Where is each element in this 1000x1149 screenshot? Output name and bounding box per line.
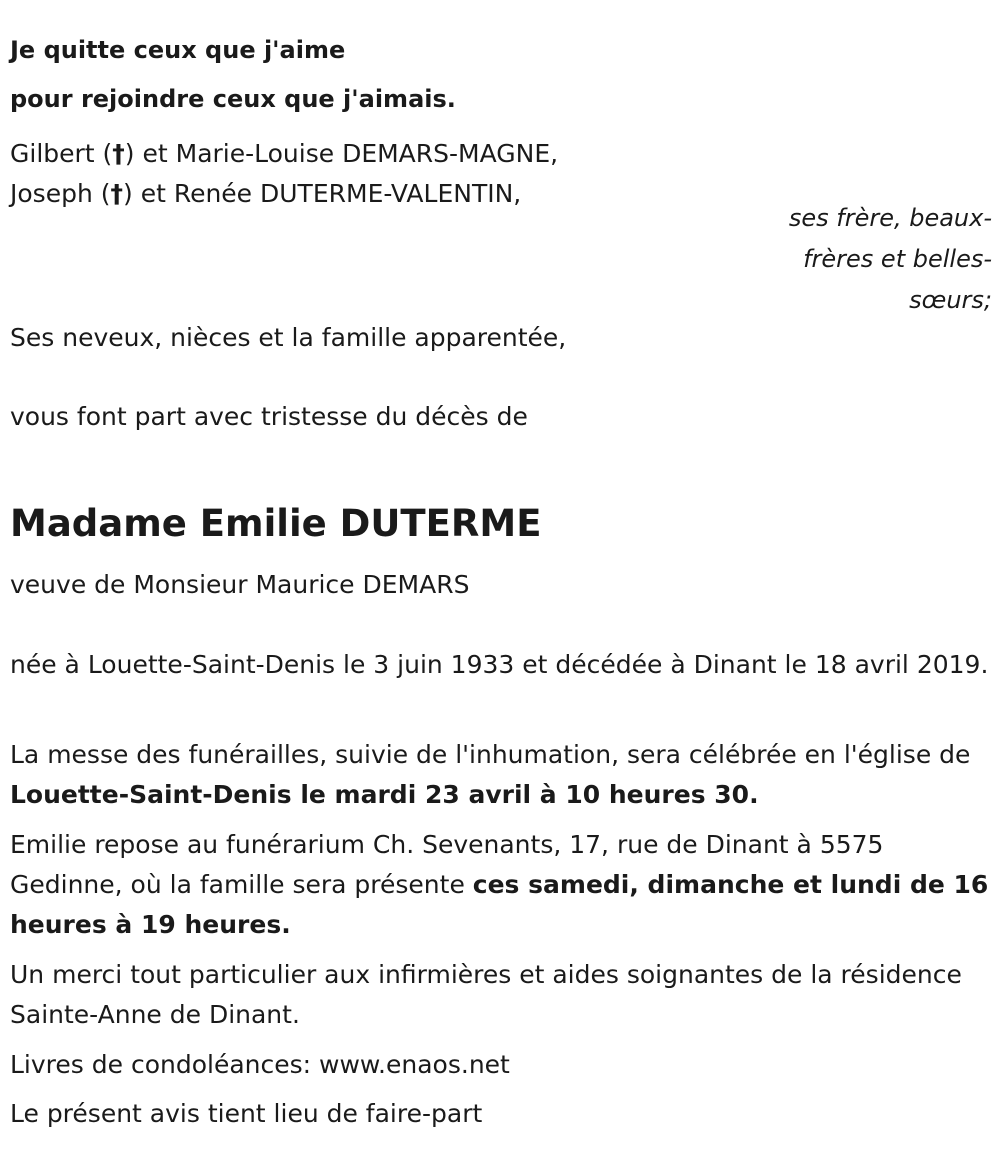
family-line-2-suffix: ) et Renée DUTERME-VALENTIN, bbox=[123, 179, 522, 208]
family-relation-line-1: ses frère, beaux- bbox=[788, 204, 992, 232]
funeral-home-text: Emilie repose au funérarium Ch. Sevenants, 17, rue de Dinant à 5575 Gedinne, où la famille sera présente bbox=[10, 830, 884, 899]
family-line-1-prefix: Gilbert ( bbox=[10, 139, 113, 168]
family-relation-line-2: frères et belles- bbox=[803, 245, 992, 273]
nephews-line: Ses neveux, nièces et la famille apparentée, bbox=[10, 323, 567, 352]
thanks-paragraph: Un merci tout particulier aux infirmières et aides soignantes de la résidence Sainte-Anne de Dinant. bbox=[10, 960, 962, 1029]
family-relation bbox=[762, 198, 992, 321]
family-line-2 bbox=[10, 174, 521, 214]
family-line-1-suffix: ) et Marie-Louise DEMARS-MAGNE, bbox=[124, 139, 559, 168]
announcement-line: vous font part avec tristesse du décès de bbox=[10, 402, 528, 431]
notice-line: Le présent avis tient lieu de faire-part bbox=[10, 1099, 483, 1128]
mass-paragraph bbox=[10, 735, 992, 815]
family-relation-line-3: sœurs; bbox=[909, 286, 992, 314]
mass-text: La messe des funérailles, suivie de l'inhumation, sera célébrée en l'église de bbox=[10, 740, 971, 769]
quote-line-2: pour rejoindre ceux que j'aimais. bbox=[10, 85, 456, 113]
funeral-home-paragraph bbox=[10, 825, 992, 945]
birth-death-paragraph: née à Louette-Saint-Denis le 3 juin 1933 et décédée à Dinant le 18 avril 2019. bbox=[10, 650, 989, 679]
visiting-hours: ces samedi, dimanche et lundi de 16 heures à 19 heures. bbox=[10, 870, 989, 939]
cross-icon: † bbox=[112, 139, 125, 168]
family-line-1 bbox=[10, 134, 558, 174]
condolences-line: Livres de condoléances: www.enaos.net bbox=[10, 1050, 510, 1079]
deceased-name: Madame Emilie DUTERME bbox=[10, 501, 542, 545]
mass-details: Louette-Saint-Denis le mardi 23 avril à 10 heures 30. bbox=[10, 780, 759, 809]
quote-line-1: Je quitte ceux que j'aime bbox=[10, 36, 346, 64]
widow-of-line: veuve de Monsieur Maurice DEMARS bbox=[10, 570, 470, 599]
family-line-2-prefix: Joseph ( bbox=[10, 179, 111, 208]
cross-icon: † bbox=[110, 179, 123, 208]
